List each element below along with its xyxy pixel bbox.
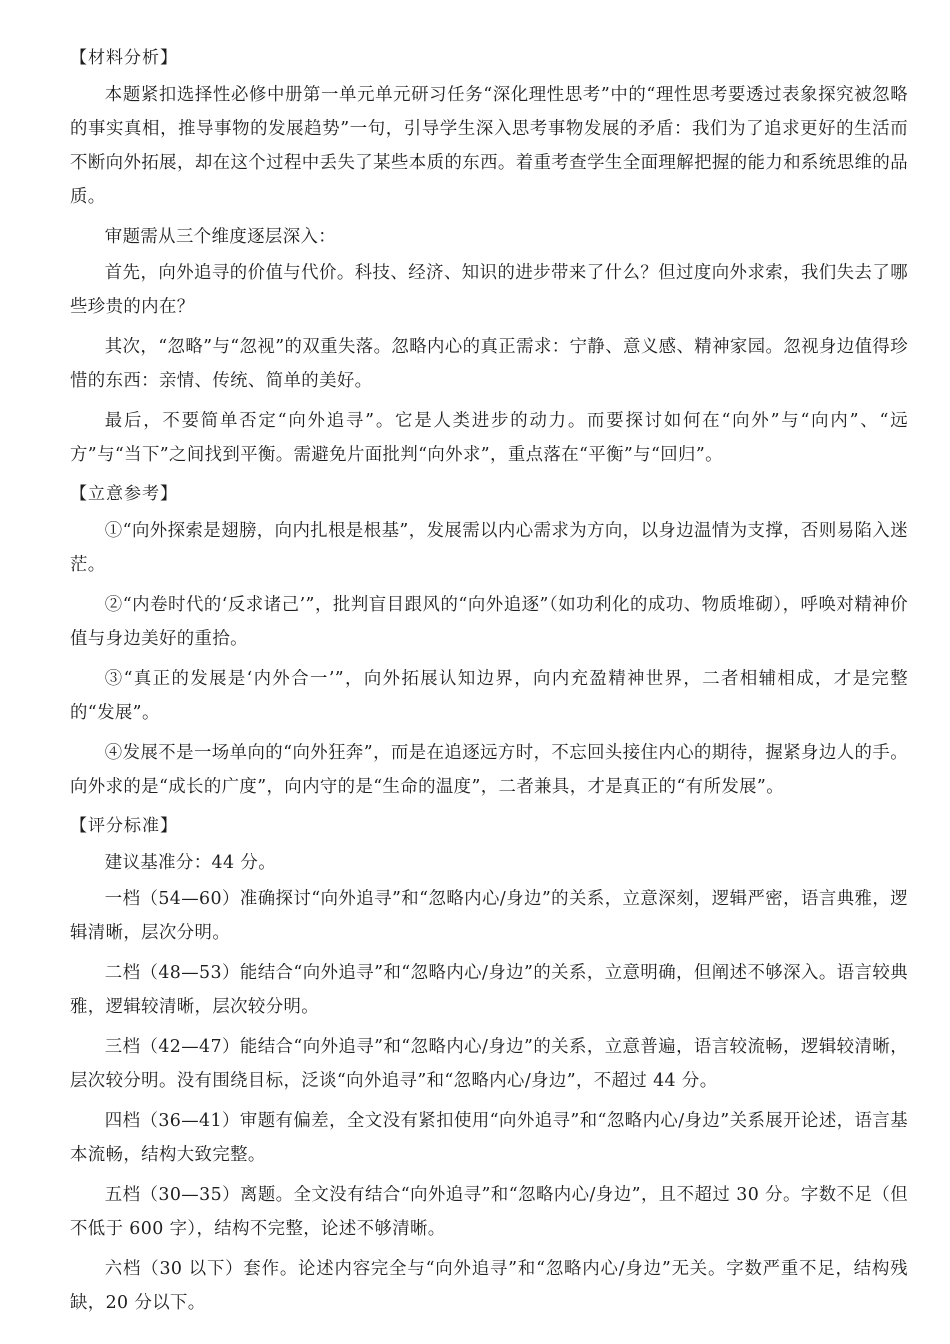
grading-paragraph: 一档（54—60）准确探讨“向外追寻”和“忽略内心/身边”的关系，立意深刻，逻辑严密，语言典雅，逻辑清晰，层次分明。 xyxy=(70,889,908,943)
theme-paragraph: ③“真正的发展是‘内外合一’”，向外拓展认知边界，向内充盈精神世界，二者相辅相成，才是完整的“发展”。 xyxy=(70,669,908,723)
grading-paragraph: 五档（30—35）离题。全文没有结合“向外追寻”和“忽略内心/身边”，且不超过 30 分。字数不足（但不低于 600 字），结构不完整，论述不够清晰。 xyxy=(70,1185,908,1239)
material-analysis-heading: 【材料分析】 xyxy=(70,48,178,68)
grading-paragraph: 六档（30 以下）套作。论述内容完全与“向外追寻”和“忽略内心/身边”无关。字数严重不足，结构残缺，20 分以下。 xyxy=(70,1259,908,1313)
material-paragraph: 审题需从三个维度逐层深入： xyxy=(104,227,337,247)
theme-paragraph: ④发展不是一场单向的“向外狂奔”，而是在追逐远方时，不忘回头接住内心的期待，握紧身边人的手。向外求的是“成长的广度”，向内守的是“生命的温度”，二者兼具，才是真正的“有所发展”。 xyxy=(70,743,908,797)
grading-standard-heading: 【评分标准】 xyxy=(70,816,178,836)
material-paragraph: 最后，不要简单否定“向外追寻”。它是人类进步的动力。而要探讨如何在“向外”与“向内”、“远方”与“当下”之间找到平衡。需避免片面批判“向外求”，重点落在“平衡”与“回归”。 xyxy=(70,411,908,465)
grading-standard-section xyxy=(70,806,908,1320)
grading-paragraph: 四档（36—41）审题有偏差，全文没有紧扣使用“向外追寻”和“忽略内心/身边”关系展开论述，语言基本流畅，结构大致完整。 xyxy=(70,1111,908,1165)
theme-reference-heading: 【立意参考】 xyxy=(70,484,178,504)
material-paragraph: 其次，“忽略”与“忽视”的双重失落。忽略内心的真正需求：宁静、意义感、精神家园。忽视身边值得珍惜的东西：亲情、传统、简单的美好。 xyxy=(70,337,908,391)
material-paragraph: 本题紧扣选择性必修中册第一单元单元研习任务“深化理性思考”中的“理性思考要透过表象探究被忽略的事实真相，推导事物的发展趋势”一句，引导学生深入思考事物发展的矛盾：我们为了追求更好的生活而不断向外拓展，却在这个过程中丢失了某些本质的东西。着重考查学生全面理解把握的能力和系统思维的品质。 xyxy=(70,85,908,207)
theme-reference-section xyxy=(70,474,908,804)
grading-paragraph: 二档（48—53）能结合“向外追寻”和“忽略内心/身边”的关系，立意明确，但阐述不够深入。语言较典雅，逻辑较清晰，层次较分明。 xyxy=(70,963,908,1017)
material-paragraph: 首先，向外追寻的价值与代价。科技、经济、知识的进步带来了什么？但过度向外求索，我们失去了哪些珍贵的内在？ xyxy=(70,263,908,317)
material-analysis-section xyxy=(70,38,908,472)
grading-paragraph: 建议基准分：44 分。 xyxy=(104,853,276,873)
grading-paragraph: 三档（42—47）能结合“向外追寻”和“忽略内心/身边”的关系，立意普遍，语言较流畅，逻辑较清晰，层次较分明。没有围绕目标，泛谈“向外追寻”和“忽略内心/身边”，不超过 44 分。 xyxy=(70,1037,908,1091)
theme-paragraph: ①“向外探索是翅膀，向内扎根是根基”，发展需以内心需求为方向，以身边温情为支撑，否则易陷入迷茫。 xyxy=(70,521,908,575)
theme-paragraph: ②“内卷时代的‘反求诸己’”，批判盲目跟风的“向外追逐”（如功利化的成功、物质堆砌），呼唤对精神价值与身边美好的重拾。 xyxy=(70,595,908,649)
